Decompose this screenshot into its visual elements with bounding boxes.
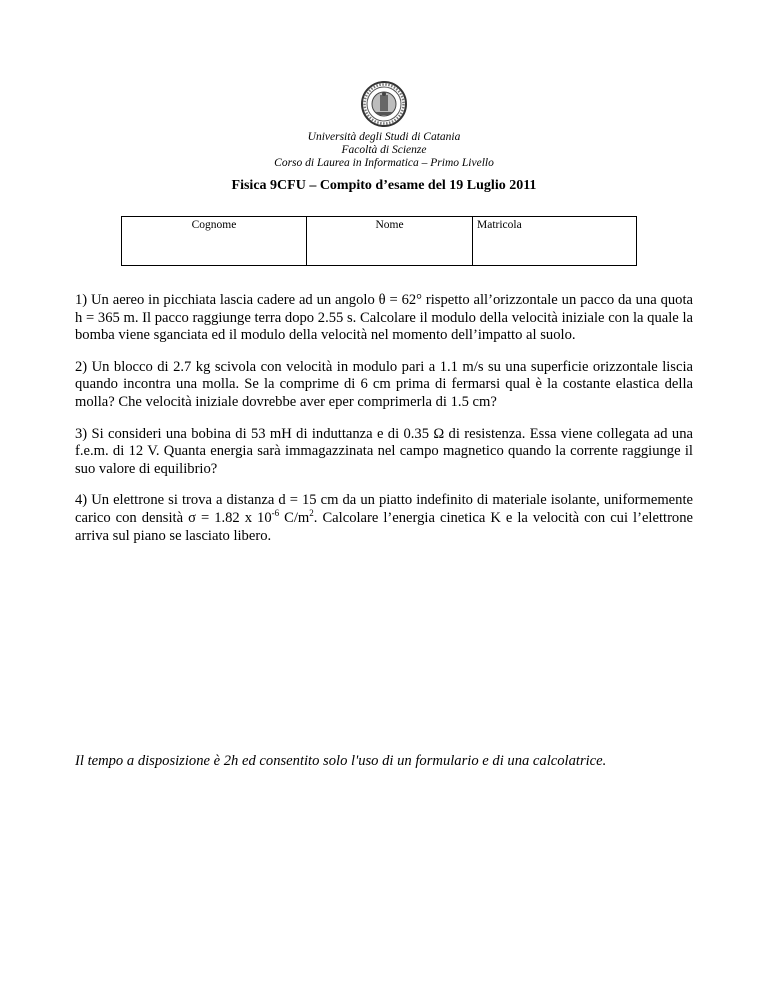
- problem-2: 2) Un blocco di 2.7 kg scivola con velocità in modulo pari a 1.1 m/s su una superficie orizzontale liscia quando incontra una molla. Se la comprime di 6 cm prima di fermarsi qual è la costante elastica della molla? Che velocità iniziale dovrebbe aver eper comprimerla di 1.5 cm?: [75, 358, 693, 410]
- student-id-table: [121, 216, 637, 266]
- problem-4: [75, 492, 693, 545]
- exam-title: Fisica 9CFU – Compito d’esame del 19 Luglio 2011: [231, 178, 537, 193]
- problem-4-text-a: 4) Un elettrone si trova a distanza d = 15 cm da un piatto indefinito di materiale isolante, uniformemente carico con densità σ = 1.82 x 10: [75, 492, 693, 526]
- problem-list: [75, 292, 693, 559]
- course-name: Corso di Laurea in Informatica – Primo Livello: [274, 157, 494, 169]
- university-seal-logo: [360, 80, 408, 128]
- faculty-name: Facoltà di Scienze: [341, 144, 427, 156]
- matricola-label: Matricola: [477, 219, 522, 231]
- problem-4-text-c: . Calcolare l’energia cinetica K e la velocità con cui l’elettrone arriva sul piano se lasciato libero.: [75, 509, 693, 544]
- exam-instructions: Il tempo a disposizione è 2h ed consentito solo l'uso di un formulario e di una calcolatrice.: [75, 753, 607, 769]
- matricola-field[interactable]: [473, 217, 637, 266]
- problem-1: 1) Un aereo in picchiata lascia cadere ad un angolo θ = 62° rispetto all’orizzontale un pacco da una quota h = 365 m. Il pacco raggiunge terra dopo 2.55 s. Calcolare il modulo della velocità iniziale con la quale la bomba viene sganciata ed il modulo della velocità nel momento dell’impatto al suolo.: [75, 292, 693, 344]
- nome-field[interactable]: [307, 217, 473, 266]
- university-name: Università degli Studi di Catania: [307, 131, 461, 143]
- problem-4-exponent: -6: [271, 507, 280, 518]
- problem-4-text-b: C/m: [279, 509, 310, 526]
- problem-3: 3) Si consideri una bobina di 53 mH di induttanza e di 0.35 Ω di resistenza. Essa viene collegata ad una f.e.m. di 12 V. Quanta energia sarà immagazzinata nel campo magnetico quando la corrente raggiunge il suo valore di equilibrio?: [75, 425, 693, 477]
- cognome-field[interactable]: [122, 217, 307, 266]
- nome-label: Nome: [375, 219, 404, 231]
- cognome-label: Cognome: [191, 219, 237, 231]
- problem-4-exponent-2: 2: [309, 507, 314, 518]
